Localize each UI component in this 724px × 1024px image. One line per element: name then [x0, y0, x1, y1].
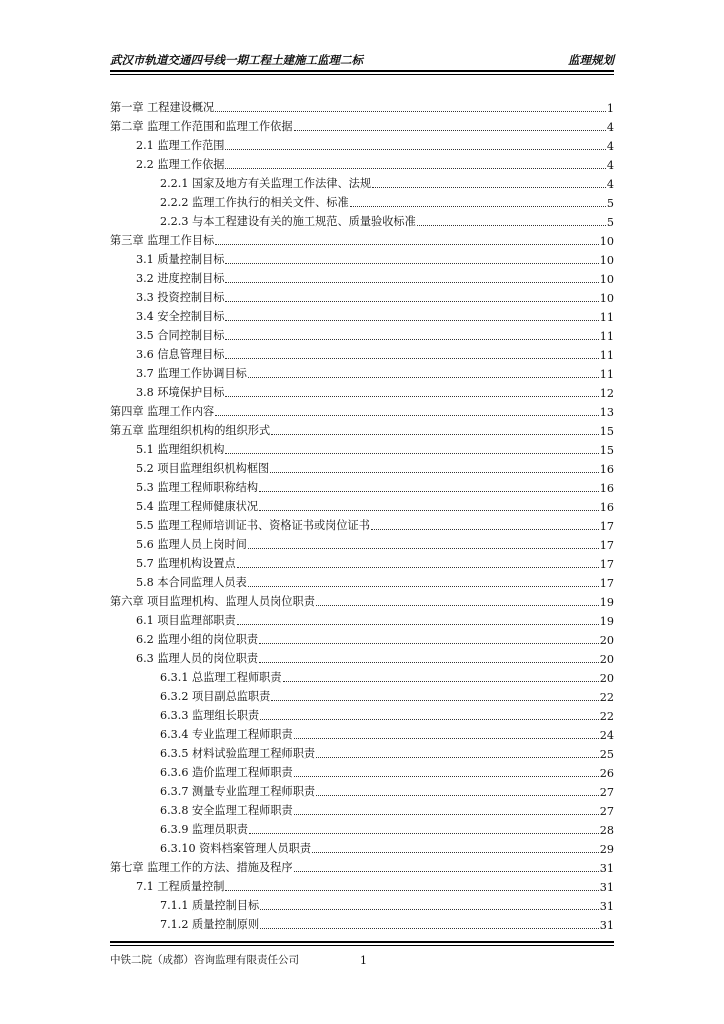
- toc-entry-page: 28: [599, 824, 614, 837]
- toc-dot-leader: [225, 443, 598, 454]
- toc-entry-title: 2.1 监理工作范围: [136, 139, 225, 152]
- toc-entry-title: 5.5 监理工程师培训证书、资格证书或岗位证书: [136, 519, 370, 532]
- toc-entry[interactable]: [110, 647, 614, 666]
- toc-entry[interactable]: [110, 153, 614, 172]
- toc-entry-page: 16: [599, 501, 614, 514]
- toc-entry[interactable]: [110, 875, 614, 894]
- toc-entry[interactable]: [110, 609, 614, 628]
- toc-dot-leader: [259, 652, 599, 663]
- footer-rule: [110, 941, 614, 943]
- toc-dot-leader: [259, 481, 599, 492]
- toc-entry-title: 7.1.2 质量控制原则: [160, 918, 260, 931]
- toc-entry-page: 5: [606, 197, 614, 210]
- toc-entry[interactable]: [110, 96, 614, 115]
- toc-dot-leader: [316, 785, 599, 796]
- toc-entry-title: 5.1 监理组织机构: [136, 443, 225, 456]
- toc-entry[interactable]: [110, 381, 614, 400]
- toc-entry-page: 10: [599, 235, 614, 248]
- toc-entry-page: 1: [606, 102, 614, 115]
- toc-entry-title: 5.6 监理人员上岗时间: [136, 538, 247, 551]
- toc-dot-leader: [225, 329, 598, 340]
- toc-entry-title: 第二章 监理工作范围和监理工作依据: [110, 120, 293, 133]
- toc-entry-page: 17: [599, 558, 614, 571]
- toc-entry-title: 5.7 监理机构设置点: [136, 557, 236, 570]
- toc-entry-page: 10: [599, 254, 614, 267]
- toc-entry[interactable]: [110, 818, 614, 837]
- toc-entry[interactable]: [110, 704, 614, 723]
- toc-dot-leader: [215, 405, 599, 416]
- toc-entry[interactable]: [110, 305, 614, 324]
- toc-entry[interactable]: [110, 476, 614, 495]
- toc-dot-leader: [259, 500, 599, 511]
- toc-dot-leader: [215, 101, 606, 112]
- toc-entry[interactable]: [110, 210, 614, 229]
- toc-entry-page: 31: [599, 900, 614, 913]
- toc-dot-leader: [371, 519, 599, 530]
- toc-entry-page: 19: [599, 596, 614, 609]
- toc-dot-leader: [417, 215, 606, 226]
- toc-dot-leader: [225, 310, 598, 321]
- toc-entry-title: 6.3.9 监理员职责: [160, 823, 248, 836]
- toc-entry-page: 17: [599, 539, 614, 552]
- toc-dot-leader: [215, 234, 599, 245]
- toc-entry-title: 3.4 安全控制目标: [136, 310, 225, 323]
- toc-entry[interactable]: [110, 419, 614, 438]
- toc-entry[interactable]: [110, 324, 614, 343]
- toc-entry[interactable]: [110, 552, 614, 571]
- toc-entry-title: 7.1.1 质量控制目标: [160, 899, 260, 912]
- toc-dot-leader: [260, 918, 599, 929]
- header-rule: [110, 70, 614, 72]
- toc-entry-page: 11: [599, 311, 614, 324]
- toc-entry-title: 6.3.3 监理组长职责: [160, 709, 260, 722]
- toc-entry[interactable]: [110, 856, 614, 875]
- toc-entry-title: 第三章 监理工作目标: [110, 234, 215, 247]
- toc-entry-title: 6.3.6 造价监理工程师职责: [160, 766, 293, 779]
- toc-dot-leader: [260, 899, 599, 910]
- toc-dot-leader: [259, 633, 599, 644]
- toc-entry-page: 29: [599, 843, 614, 856]
- toc-dot-leader: [271, 424, 599, 435]
- toc-entry-title: 6.1 项目监理部职责: [136, 614, 236, 627]
- toc-entry-page: 26: [599, 767, 614, 780]
- toc-entry[interactable]: [110, 571, 614, 590]
- toc-entry-title: 2.2 监理工作依据: [136, 158, 225, 171]
- toc-entry[interactable]: [110, 837, 614, 856]
- toc-entry-page: 17: [599, 577, 614, 590]
- toc-entry-page: 20: [599, 653, 614, 666]
- toc-entry[interactable]: [110, 761, 614, 780]
- toc-entry[interactable]: [110, 191, 614, 210]
- toc-entry-title: 第七章 监理工作的方法、措施及程序: [110, 861, 293, 874]
- footer-company: 中铁二院（成都）咨询监理有限责任公司: [110, 954, 299, 966]
- toc-entry[interactable]: [110, 685, 614, 704]
- toc-entry-title: 7.1 工程质量控制: [136, 880, 225, 893]
- toc-dot-leader: [249, 823, 599, 834]
- toc-entry-page: 20: [599, 672, 614, 685]
- toc-entry-page: 16: [599, 482, 614, 495]
- toc-entry[interactable]: [110, 248, 614, 267]
- toc-entry-page: 4: [606, 159, 614, 172]
- toc-dot-leader: [248, 367, 599, 378]
- toc-entry-title: 第五章 监理组织机构的组织形式: [110, 424, 271, 437]
- toc-entry-page: 16: [599, 463, 614, 476]
- toc-dot-leader: [294, 728, 599, 739]
- toc-dot-leader: [294, 804, 599, 815]
- toc-entry[interactable]: [110, 115, 614, 134]
- toc-entry-page: 22: [599, 710, 614, 723]
- toc-entry-title: 3.1 质量控制目标: [136, 253, 225, 266]
- header-project-title: 武汉市轨道交通四号线一期工程土建施工监理二标: [110, 53, 363, 67]
- toc-entry-title: 3.8 环境保护目标: [136, 386, 225, 399]
- toc-entry-title: 6.2 监理小组的岗位职责: [136, 633, 259, 646]
- toc-dot-leader: [225, 291, 598, 302]
- toc-entry-title: 6.3.5 材料试验监理工程师职责: [160, 747, 316, 760]
- toc-entry-page: 31: [599, 881, 614, 894]
- toc-dot-leader: [237, 557, 599, 568]
- toc-entry-title: 第一章 工程建设概况: [110, 101, 215, 114]
- toc-entry-page: 24: [599, 729, 614, 742]
- toc-entry-page: 31: [599, 919, 614, 932]
- toc-entry[interactable]: [110, 533, 614, 552]
- toc-entry-page: 11: [599, 330, 614, 343]
- toc-entry[interactable]: [110, 172, 614, 191]
- footer-page-number: 1: [360, 954, 367, 967]
- toc-dot-leader: [350, 196, 606, 207]
- toc-dot-leader: [316, 747, 599, 758]
- header-doc-type: 监理规划: [568, 53, 614, 67]
- toc-entry-title: 2.2.2 监理工作执行的相关文件、标准: [160, 196, 349, 209]
- toc-entry-title: 6.3.1 总监理工程师职责: [160, 671, 282, 684]
- toc-entry[interactable]: [110, 229, 614, 248]
- toc-entry[interactable]: [110, 723, 614, 742]
- toc-entry-title: 2.2.3 与本工程建设有关的施工规范、质量验收标准: [160, 215, 416, 228]
- toc-entry-title: 第六章 项目监理机构、监理人员岗位职责: [110, 595, 315, 608]
- toc-dot-leader: [225, 272, 598, 283]
- toc-entry-page: 5: [606, 216, 614, 229]
- toc-entry-title: 5.8 本合同监理人员表: [136, 576, 247, 589]
- toc-dot-leader: [225, 348, 598, 359]
- toc-dot-leader: [372, 177, 606, 188]
- toc-entry-page: 10: [599, 292, 614, 305]
- toc-entry-page: 11: [599, 349, 614, 362]
- toc-entry[interactable]: [110, 514, 614, 533]
- footer-rule-thin: [110, 945, 614, 946]
- toc-entry-title: 3.2 进度控制目标: [136, 272, 225, 285]
- toc-entry-page: 15: [599, 425, 614, 438]
- toc-dot-leader: [294, 861, 599, 872]
- toc-entry-title: 第四章 监理工作内容: [110, 405, 215, 418]
- toc-entry[interactable]: [110, 913, 614, 932]
- toc-entry-title: 6.3.7 测量专业监理工程师职责: [160, 785, 316, 798]
- toc-entry-title: 6.3.10 资料档案管理人员职责: [160, 842, 312, 855]
- toc-dot-leader: [294, 766, 599, 777]
- toc-entry[interactable]: [110, 742, 614, 761]
- toc-entry-title: 5.3 监理工程师职称结构: [136, 481, 259, 494]
- toc-dot-leader: [260, 709, 599, 720]
- toc-entry-title: 6.3.8 安全监理工程师职责: [160, 804, 293, 817]
- toc-entry-page: 10: [599, 273, 614, 286]
- toc-entry-title: 3.6 信息管理目标: [136, 348, 225, 361]
- toc-dot-leader: [225, 139, 605, 150]
- toc-dot-leader: [248, 538, 599, 549]
- toc-dot-leader: [225, 386, 598, 397]
- page-header: [110, 48, 614, 68]
- toc-entry[interactable]: [110, 362, 614, 381]
- toc-dot-leader: [225, 880, 598, 891]
- table-of-contents: [110, 96, 614, 932]
- toc-entry[interactable]: [110, 799, 614, 818]
- toc-entry-title: 3.7 监理工作协调目标: [136, 367, 247, 380]
- toc-entry[interactable]: [110, 438, 614, 457]
- toc-entry[interactable]: [110, 628, 614, 647]
- toc-entry[interactable]: [110, 267, 614, 286]
- toc-entry[interactable]: [110, 286, 614, 305]
- toc-entry[interactable]: [110, 457, 614, 476]
- toc-dot-leader: [271, 690, 598, 701]
- toc-entry[interactable]: [110, 780, 614, 799]
- toc-entry-page: 19: [599, 615, 614, 628]
- toc-entry-title: 5.4 监理工程师健康状况: [136, 500, 259, 513]
- toc-entry-page: 15: [599, 444, 614, 457]
- toc-entry-title: 6.3 监理人员的岗位职责: [136, 652, 259, 665]
- toc-dot-leader: [312, 842, 599, 853]
- toc-entry-page: 11: [599, 368, 614, 381]
- toc-entry-title: 6.3.2 项目副总监职责: [160, 690, 271, 703]
- toc-entry[interactable]: [110, 495, 614, 514]
- toc-entry-title: 3.3 投资控制目标: [136, 291, 225, 304]
- toc-dot-leader: [283, 671, 599, 682]
- toc-entry[interactable]: [110, 400, 614, 419]
- toc-entry-page: 25: [599, 748, 614, 761]
- toc-entry-title: 2.2.1 国家及地方有关监理工作法律、法规: [160, 177, 372, 190]
- toc-dot-leader: [294, 120, 606, 131]
- toc-dot-leader: [237, 614, 599, 625]
- toc-entry-title: 3.5 合同控制目标: [136, 329, 225, 342]
- toc-entry-page: 27: [599, 786, 614, 799]
- toc-entry-page: 27: [599, 805, 614, 818]
- toc-dot-leader: [225, 253, 598, 264]
- toc-entry-page: 17: [599, 520, 614, 533]
- toc-dot-leader: [270, 462, 599, 473]
- toc-dot-leader: [248, 576, 599, 587]
- toc-entry-page: 22: [599, 691, 614, 704]
- toc-entry-page: 4: [606, 140, 614, 153]
- toc-entry[interactable]: [110, 590, 614, 609]
- toc-entry-page: 4: [606, 121, 614, 134]
- toc-dot-leader: [316, 595, 599, 606]
- toc-dot-leader: [225, 158, 605, 169]
- toc-entry-title: 5.2 项目监理组织机构框图: [136, 462, 270, 475]
- toc-entry-page: 31: [599, 862, 614, 875]
- toc-entry-page: 13: [599, 406, 614, 419]
- toc-entry-page: 4: [606, 178, 614, 191]
- header-rule-thin: [110, 74, 614, 75]
- toc-entry[interactable]: [110, 666, 614, 685]
- toc-entry[interactable]: [110, 134, 614, 153]
- toc-entry[interactable]: [110, 343, 614, 362]
- toc-entry-page: 20: [599, 634, 614, 647]
- toc-entry-title: 6.3.4 专业监理工程师职责: [160, 728, 293, 741]
- toc-entry[interactable]: [110, 894, 614, 913]
- toc-entry-page: 12: [599, 387, 614, 400]
